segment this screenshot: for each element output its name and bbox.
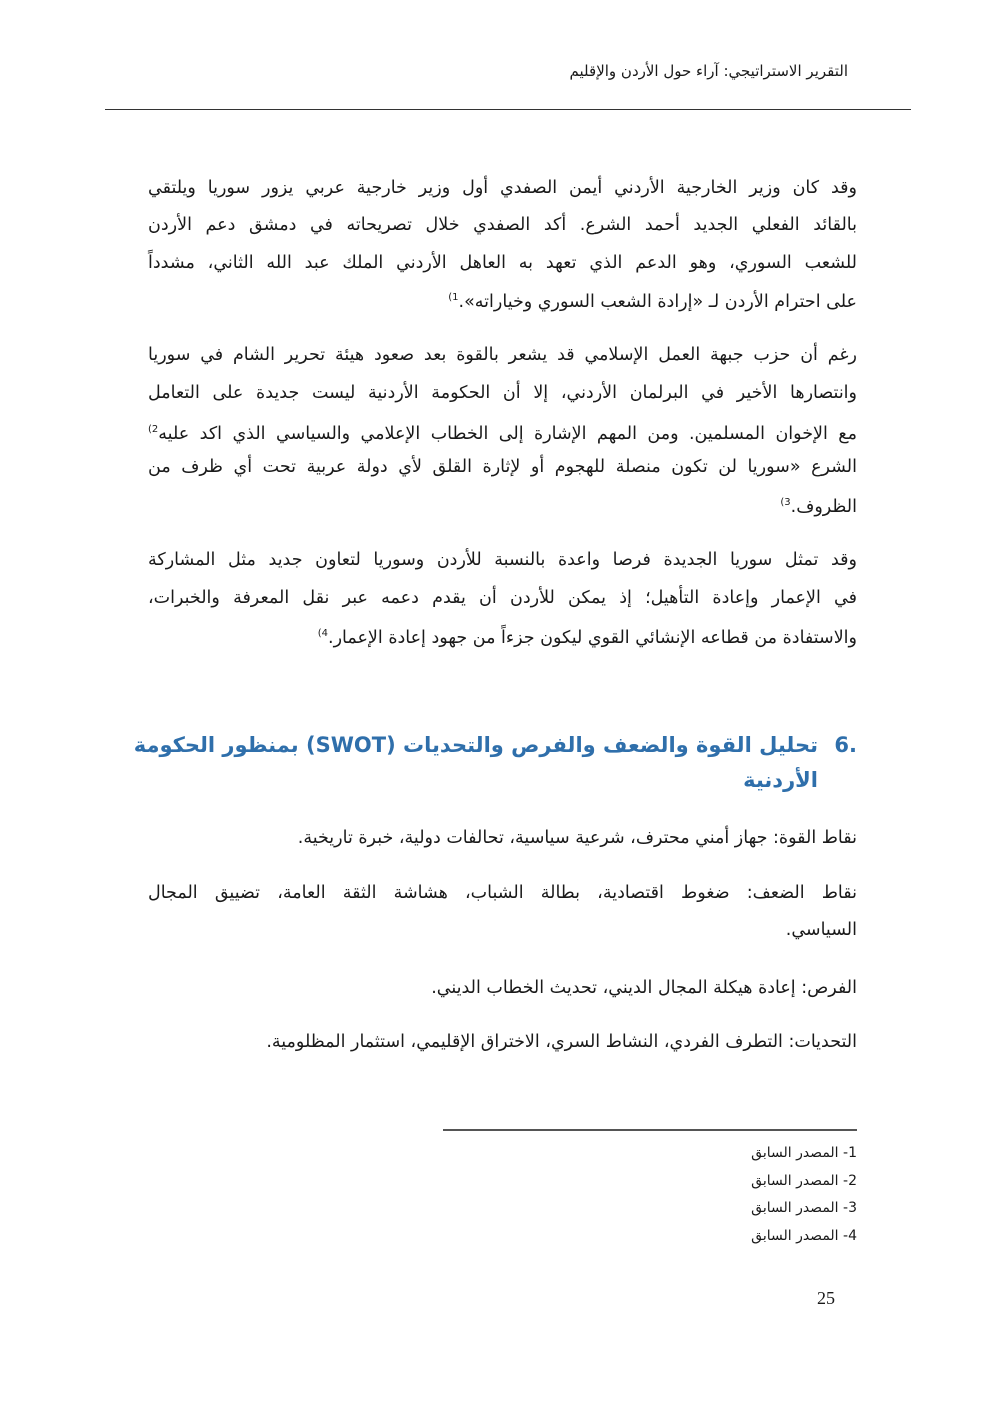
section-number: 6. [834,733,857,757]
paragraph-line [148,343,857,367]
line-text: والاستفادة من قطاعه الإنشائي القوي ليكون جزءاً من جهود إعادة الإعمار. [328,628,857,648]
paragraph-line [148,548,857,572]
paragraph-line [148,381,857,405]
running-header: التقرير الاستراتيجي: آراء حول الأردن والإقليم [569,62,848,80]
paragraph-line [148,176,857,200]
footnote: 1- المصدر السابق [751,1145,857,1161]
paragraph-line [148,455,857,479]
swot-weaknesses-line2: السياسي. [785,920,857,940]
swot-strengths: نقاط القوة: جهاز أمني محترف، شرعية سياسية، تحالفات دولية، خبرة تاريخية. [297,828,857,848]
page-number: 25 [817,1288,835,1308]
footnote: 3- المصدر السابق [751,1200,857,1216]
line-text: بالقائد الفعلي الجديد أحمد الشرع. أكد الصفدي خلال تصريحاته في دمشق دعم الأردن [148,215,857,235]
line-text: في الإعمار وإعادة التأهيل؛ إذ يمكن للأردن أن يقدم دعمه عبر نقل المعرفة والخبرات، [148,588,857,608]
footnote-ref[interactable]: 4) [317,628,329,639]
section-heading-line2: الأردنية [743,768,818,792]
paragraph-line [148,251,857,275]
line-text: وانتصارها الأخير في البرلمان الأردني، إلا أن الحكومة الأردنية ليست جديدة على التعامل [148,383,857,403]
footnote-ref[interactable]: 1) [448,292,459,303]
footnote-divider [443,1129,857,1131]
section-heading-line1: تحليل القوة والضعف والفرص والتحديات (SWOT) بمنظور الحكومة [133,733,818,757]
line-text: للشعب السوري، وهو الدعم الذي تعهد به العاهل الأردني الملك عبد الله الثاني، مشدداً [148,253,857,273]
line-text: على احترام الأردن لـ «إرادة الشعب السوري وخياراته». [458,292,857,312]
footnote: 2- المصدر السابق [751,1173,857,1189]
paragraph-line [148,491,857,519]
line-text: رغم أن حزب جبهة العمل الإسلامي قد يشعر بالقوة بعد صعود هيئة تحرير الشام في سوريا [148,345,857,365]
paragraph-line [148,213,857,237]
footnote-ref[interactable]: 3) [780,497,791,508]
line-text: مع الإخوان المسلمين. ومن المهم الإشارة إلى الخطاب الإعلامي والسياسي الذي اكد عليه [158,424,857,444]
paragraph-line [148,286,857,314]
swot-opportunities: الفرص: إعادة هيكلة المجال الديني، تحديث الخطاب الديني. [431,978,857,998]
footnote: 4- المصدر السابق [751,1228,857,1244]
swot-weaknesses-line1: نقاط الضعف: ضغوط اقتصادية، بطالة الشباب، هشاشة الثقة العامة، تضييق المجال [148,883,857,903]
paragraph-line [148,418,857,446]
paragraph-line [148,586,857,610]
paragraph-line [148,622,857,650]
header-divider [105,109,911,110]
line-text: الشرع «سوريا لن تكون منصلة للهجوم أو لإثارة القلق لأي دولة عربية تحت أي ظرف من [148,457,857,477]
swot-threats: التحديات: التطرف الفردي، النشاط السري، الاختراق الإقليمي، استثمار المظلومية. [266,1032,857,1052]
line-text: الظروف. [790,497,857,517]
line-text: وقد تمثل سوريا الجديدة فرصا واعدة بالنسبة للأردن وسوريا لتعاون جديد مثل المشاركة [148,550,857,570]
line-text: وقد كان وزير الخارجية الأردني أيمن الصفدي أول وزير خارجية عربي يزور سوريا ويلتقي [148,178,857,198]
footnote-ref[interactable]: 2) [148,424,159,435]
